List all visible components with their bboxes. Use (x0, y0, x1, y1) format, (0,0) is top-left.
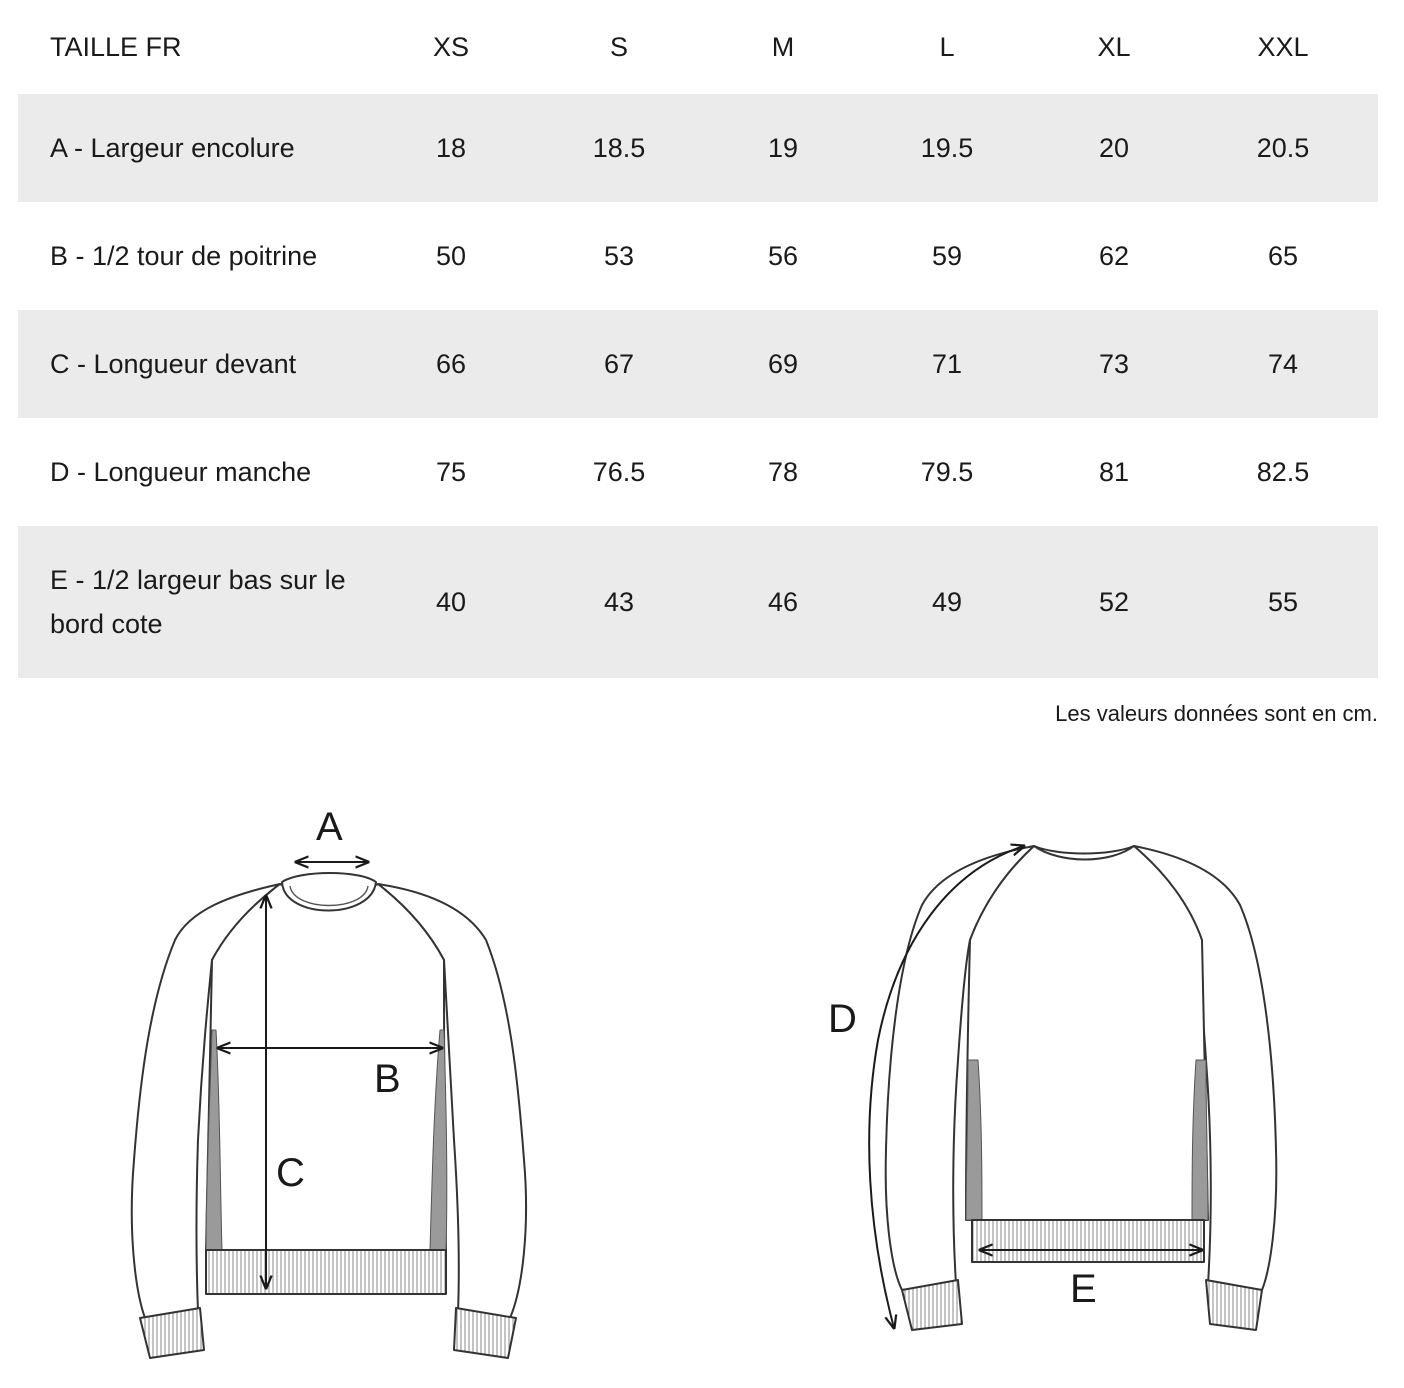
table-header-row (18, 0, 1378, 94)
table-row (18, 94, 1378, 202)
unit-note: Les valeurs données sont en cm. (1055, 701, 1378, 726)
table-cell: 20.5 (1188, 94, 1378, 202)
table-cell: 73 (1040, 310, 1188, 418)
header-size-s: S (609, 31, 628, 62)
table-cell: 20 (1040, 94, 1188, 202)
table-cell: 66 (376, 310, 526, 418)
header-size-xs: XS (432, 31, 470, 62)
table-cell: 71 (854, 310, 1040, 418)
sweatshirt-back-diagram (702, 760, 1404, 1388)
sweatshirt-front-diagram (0, 760, 702, 1388)
table-cell: 43 (526, 526, 712, 678)
table-cell: 69 (712, 310, 854, 418)
measure-d-label: D (828, 997, 857, 1041)
table-cell: 79.5 (920, 456, 974, 487)
table-cell: 74 (1188, 310, 1378, 418)
table-cell: 59 (931, 240, 963, 271)
table-row (18, 526, 1378, 678)
table-cell: 53 (603, 240, 635, 271)
table-cell: 19 (712, 94, 854, 202)
table-cell: 49 (854, 526, 1040, 678)
table-row (18, 310, 1378, 418)
table-cell: 55 (1188, 526, 1378, 678)
row-label: B - 1/2 tour de poitrine (50, 241, 318, 271)
row-label: C - Longueur devant (18, 310, 376, 418)
table-cell: 50 (435, 240, 467, 271)
header-size-l: L (939, 31, 955, 62)
row-label: A - Largeur encolure (18, 94, 376, 202)
sweatshirt-front-outline (132, 873, 526, 1358)
header-size-m: M (771, 31, 795, 62)
table-cell: 56 (767, 240, 799, 271)
table-cell: 19.5 (854, 94, 1040, 202)
table-row (18, 202, 1378, 310)
row-label: E - 1/2 largeur bas sur le bord cote (18, 526, 376, 678)
table-cell: 18 (376, 94, 526, 202)
measure-e-label: E (1070, 1267, 1097, 1311)
sweatshirt-back-outline (886, 846, 1277, 1330)
table-cell: 82.5 (1256, 456, 1310, 487)
header-size-xl: XL (1097, 31, 1131, 62)
table-cell: 40 (376, 526, 526, 678)
table-cell: 62 (1098, 240, 1130, 271)
size-chart-table (18, 0, 1378, 678)
header-size-label: TAILLE FR (50, 32, 182, 62)
table-cell: 65 (1267, 240, 1299, 271)
table-cell: 46 (712, 526, 854, 678)
table-cell: 75 (435, 456, 467, 487)
row-label: D - Longueur manche (50, 457, 312, 487)
table-cell: 67 (526, 310, 712, 418)
header-size-xxl: XXL (1257, 31, 1309, 62)
table-cell: 52 (1040, 526, 1188, 678)
measure-b-label: B (374, 1057, 401, 1101)
measure-a-label: A (316, 805, 343, 849)
table-cell: 78 (767, 456, 799, 487)
table-cell: 81 (1098, 456, 1130, 487)
measure-c-label: C (276, 1151, 305, 1195)
table-cell: 76.5 (592, 456, 646, 487)
table-row (18, 418, 1378, 526)
table-cell: 18.5 (526, 94, 712, 202)
